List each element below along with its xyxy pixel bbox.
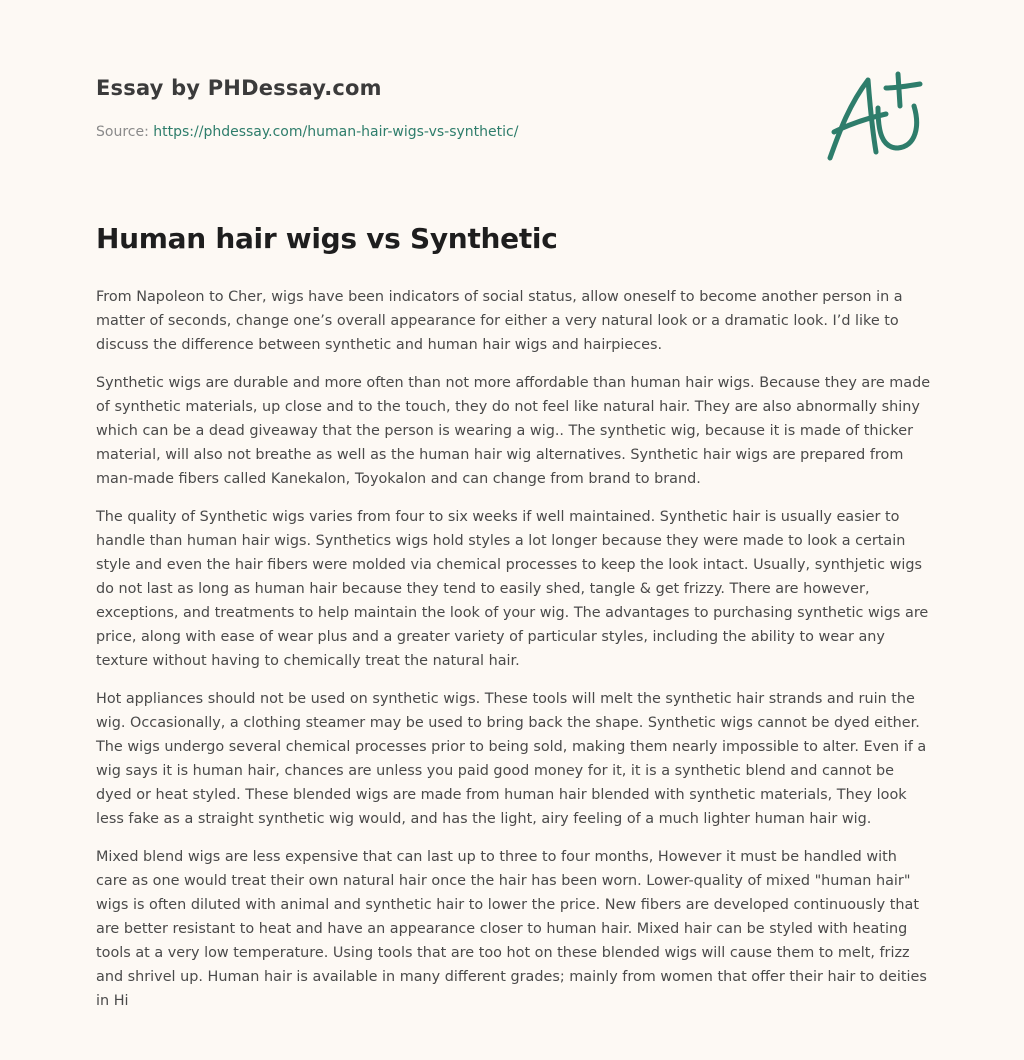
source-line	[96, 124, 796, 140]
essay-paragraph: Mixed blend wigs are less expensive that can last up to three to four months, However it must be handled with care as one would treat their own natural hair once the hair has been worn. Lower-quality of mixed "human hair" wigs is often diluted with animal and synthetic hair to lower the price. New fibers are developed continuously that are better resistant to heat and have an appearance closer to human hair. Mixed hair can be styled with heating tools at a very low temperature. Using tools that are too hot on these blended wigs will cause them to melt, frizz and shrivel up. Human hair is available in many different grades; mainly from women that offer their hair to deities in Hi	[96, 849, 927, 1009]
source-link[interactable]: https://phdessay.com/human-hair-wigs-vs-synthetic/	[153, 124, 519, 140]
a-plus-grade-icon	[820, 66, 930, 166]
page-header	[96, 76, 796, 140]
essay-body	[96, 285, 932, 1027]
essay-paragraph: From Napoleon to Cher, wigs have been indicators of social status, allow oneself to become another person in a matter of seconds, change one’s overall appearance for either a very natural look or a dramatic look. I’d like to discuss the difference between synthetic and human hair wigs and hairpieces.	[96, 289, 903, 353]
source-label: Source:	[96, 124, 149, 140]
site-title: Essay by PHDessay.com	[96, 76, 382, 100]
essay-title: Human hair wigs vs Synthetic	[96, 222, 558, 255]
essay-paragraph: Synthetic wigs are durable and more often than not more affordable than human hair wigs. Because they are made of synthetic materials, up close and to the touch, they do not feel like natural hair. They are also abnormally shiny which can be a dead giveaway that the person is wearing a wig.. The synthetic wig, because it is made of thicker material, will also not breathe as well as the human hair wig alternatives. Synthetic hair wigs are prepared from man-made fibers called Kanekalon, Toyokalon and can change from brand to brand.	[96, 375, 931, 487]
essay-paragraph: Hot appliances should not be used on synthetic wigs. These tools will melt the synthetic hair strands and ruin the wig. Occasionally, a clothing steamer may be used to bring back the shape. Synthetic wigs cannot be dyed either. The wigs undergo several chemical processes prior to being sold, making them nearly impossible to alter. Even if a wig says it is human hair, chances are unless you paid good money for it, it is a synthetic blend and cannot be dyed or heat styled. These blended wigs are made from human hair blended with synthetic materials, They look less fake as a straight synthetic wig would, and has the light, airy feeling of a much lighter human hair wig.	[96, 691, 927, 827]
essay-paragraph: The quality of Synthetic wigs varies from four to six weeks if well maintained. Synthetic hair is usually easier to handle than human hair wigs. Synthetics wigs hold styles a lot longer because they were made to look a certain style and even the hair fibers were molded via chemical processes to keep the look intact. Usually, synthjetic wigs do not last as long as human hair because they tend to easily shed, tangle & get frizzy. There are however, exceptions, and treatments to help maintain the look of your wig. The advantages to purchasing synthetic wigs are price, along with ease of wear plus and a greater variety of particular styles, including the ability to wear any texture without having to chemically treat the natural hair.	[96, 509, 929, 669]
